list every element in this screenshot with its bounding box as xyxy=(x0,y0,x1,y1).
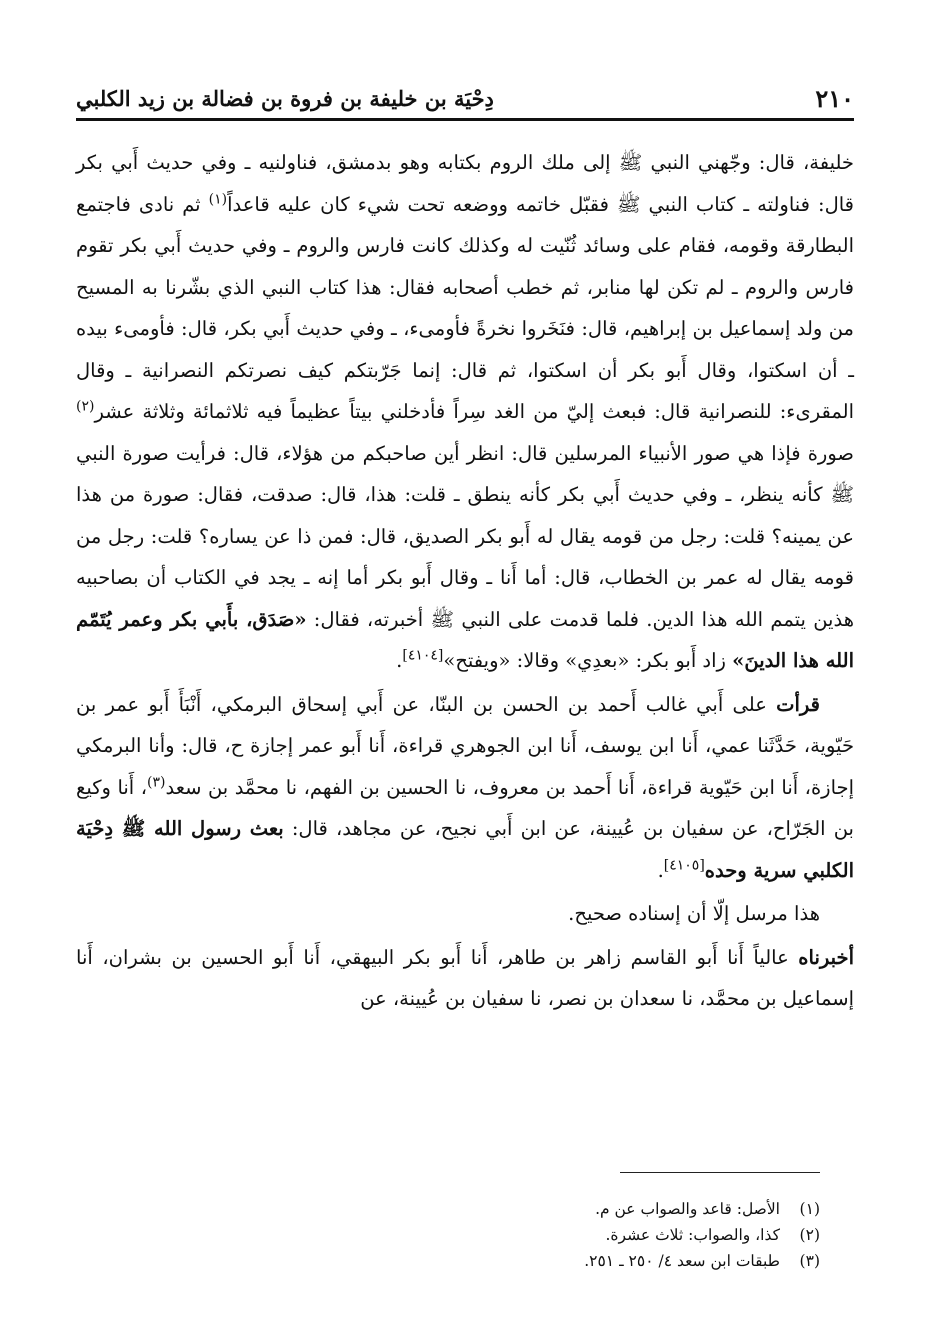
footnote-item xyxy=(76,1222,820,1248)
paragraph-3 xyxy=(76,893,854,935)
footnote-divider xyxy=(620,1172,820,1173)
paragraph-text: على أَبي غالب أَحمد بن الحسن بن البنّا، عن أَبي إسحاق البرمكي، أَنْبَأَ أَبو عمر بن حَيّوية، حَدَّثَنا عمي، أَنا ابن يوسف، أَنا ابن الجوهري قراءة، أَنا أَبو عمر إجازة ح، قال: وأنا البرمكي إجازة، أَنا ابن حَيّوية قراءة، أَنا أَحمد بن معروف، نا الحسين بن الفهم، نا محمَّد بن سعد xyxy=(76,692,854,799)
footnote-number: (٣) xyxy=(799,1252,820,1270)
running-title: دِحْيَة بن خليفة بن فروة بن فضالة بن زيد الكلبي xyxy=(76,85,494,111)
paragraph-text: هذا مرسل إلّا أن إسناده صحيح. xyxy=(568,902,820,925)
paragraph-text: ، أَنا وكيع بن الجَرّاح، عن سفيان بن عُيينة، عن ابن أَبي نجيح، عن مجاهد، قال: xyxy=(76,775,854,840)
footnote-text: طبقات ابن سعد ٤/ ٢٥٠ ـ ٢٥١. xyxy=(584,1252,780,1270)
paragraph-tail: . xyxy=(396,649,403,672)
paragraph-text: عالياً أَنا أَبو القاسم زاهر بن طاهر، أَنا أَبو بكر البيهقي، أَنا أَبو الحسين بن بشران، أَنا إسماعيل بن محمَّد، نا سعدان بن نصر، نا سفيان بن عُيينة، عن xyxy=(76,945,854,1010)
footnote-text: كذا، والصواب: ثلاث عشرة. xyxy=(605,1226,780,1244)
paragraph-1 xyxy=(76,142,854,682)
main-text xyxy=(76,142,854,1020)
header-divider xyxy=(76,118,854,121)
paragraph-lead-word: أخبرناه xyxy=(798,945,854,969)
hadith-quote: «صَدَق، بأَبي بكر وعمر يُتَمّم الله هذا الدينَ» xyxy=(76,607,854,672)
page-number: ٢١٠ xyxy=(815,83,854,113)
footnote-marker: (٣) xyxy=(147,774,166,790)
paragraph-4 xyxy=(76,937,854,1020)
paragraph-text: ثم نادى فاجتمع البطارقة وقومه، فقام على وسائد ثُنّيت له وكذلك كانت فارس والروم ـ وفي حديث أَبي بكر تقوم فارس والروم ـ لم تكن لها منابر، ثم خطب أصحابه فقال: هذا كتاب النبي الذي بشّرنا به المسيح من ولد إسماعيل بن إبراهيم، قال: فنَخَروا نخرةً فأومىء، ـ وفي حديث أَبي بكر، قال: فأومىء بيده ـ أن اسكتوا، وقال أَبو بكر أن اسكتوا، ثم قال: إنما جَرّبتكم كيف نصرتكم النصرانية ـ وقال المقرىء: للنصرانية قال: فبعث إليّ من الغد سِراً فأدخلني بيتاً عظيماً فيه ثلاثمائة وثلاثة عشر xyxy=(76,192,854,423)
page-header xyxy=(76,80,854,116)
hadith-quote: بعث رسول الله ﷺ دِحْيَة الكلبي سرية وحده xyxy=(76,817,854,882)
footnote-marker: (١) xyxy=(208,191,228,207)
paragraph-2 xyxy=(76,684,854,892)
paragraph-text: خليفة، قال: وجّهني النبي ﷺ إلى ملك الروم بكتابه وهو بدمشق، فناولنيه ـ وفي حديث أَبي بكر قال: فناولته ـ كتاب النبي ﷺ فقبّل خاتمه ووضعه تحت شيء كان عليه قاعداً xyxy=(76,151,855,216)
paragraph-text: صورة فإذا هي صور الأنبياء المرسلين قال: انظر أين صاحبكم من هؤلاء، قال: فرأيت صورة النبي ﷺ كأنه ينظر، ـ وفي حديث أَبي بكر كأنه ينطق ـ قلت: هذا، قال: صدقت، فقال: صورة من هذا عن يمينه؟ قلت: رجل من قومه يقال له أَبو بكر الصديق، قال: فمن ذا عن يساره؟ قلت: رجل من قومه يقال له عمر بن الخطاب، قال: أما أَنا ـ وقال أَبو بكر أما إنه ـ يجد في الكتاب أن بصاحبيه هذين يتمم الله هذا الدين. فلما قدمت على النبي ﷺ أخبرته، فقال: xyxy=(76,441,854,631)
footnote-text: الأصل: قاعد والصواب عن م. xyxy=(595,1200,780,1218)
footnote-item xyxy=(76,1248,820,1274)
footnote-item xyxy=(76,1196,820,1222)
footnotes xyxy=(76,1196,820,1274)
paragraph-text: زاد أَبو بكر: «بعدِي» وقالا: «ويفتح» xyxy=(443,649,733,672)
footnote-number: (١) xyxy=(799,1200,820,1218)
footnote-marker: (٢) xyxy=(76,398,95,415)
hadith-number: [٤١٠٤] xyxy=(402,647,444,664)
hadith-number: [٤١٠٥] xyxy=(663,857,705,873)
footnote-number: (٢) xyxy=(799,1226,820,1244)
paragraph-lead-word: قرأت xyxy=(776,692,820,716)
paragraph-tail: . xyxy=(657,858,664,882)
